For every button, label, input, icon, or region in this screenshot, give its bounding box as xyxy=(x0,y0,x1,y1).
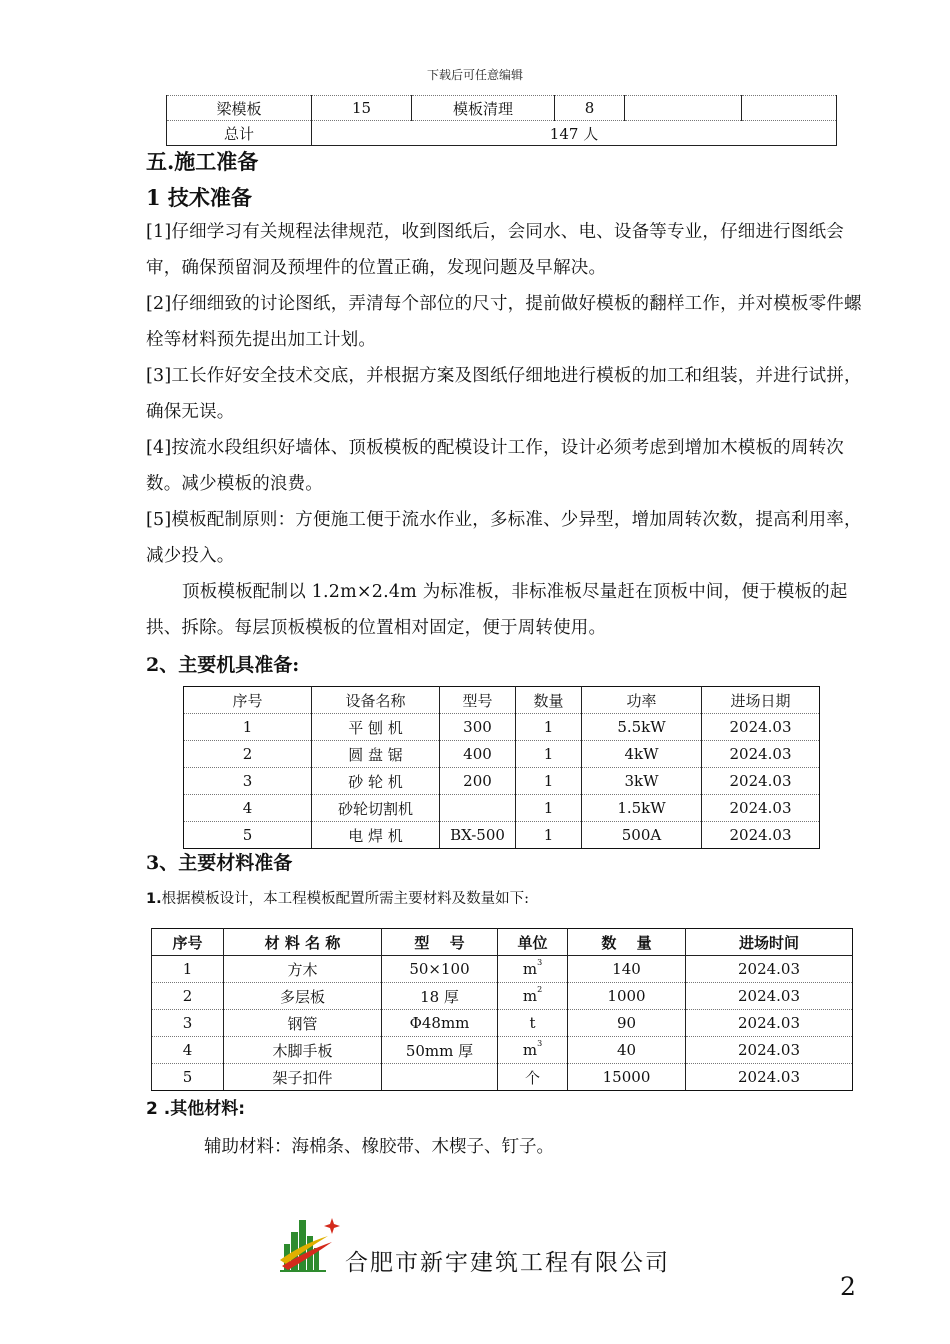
paragraph: [3]工长作好安全技术交底，并根据方案及图纸仔细地进行模板的加工和组装，并进行试拼，确保无误。 xyxy=(146,366,862,422)
table-cell: 2 xyxy=(184,741,312,768)
table-header: 设备名称 xyxy=(312,687,440,714)
table-row xyxy=(184,741,820,768)
table-cell: 方木 xyxy=(224,956,382,983)
table-row xyxy=(152,983,853,1010)
table-cell: 3 xyxy=(184,768,312,795)
unit-text: m xyxy=(522,1041,538,1059)
table-cell: 4 xyxy=(152,1037,224,1064)
table-row xyxy=(184,795,820,822)
unit-exponent: 3 xyxy=(537,1039,543,1048)
table-cell: 15 xyxy=(312,96,412,121)
table-cell xyxy=(382,1064,498,1091)
table-cell xyxy=(625,96,742,121)
table-cell: 5.5kW xyxy=(582,714,702,741)
table-row xyxy=(152,956,853,983)
table-row xyxy=(184,768,820,795)
table-header-row xyxy=(152,929,853,956)
table-cell: 140 xyxy=(568,956,686,983)
note-text: 根据模板设计，本工程模板配置所需主要材料及数量如下: xyxy=(161,891,529,907)
table-cell: 2024.03 xyxy=(702,822,820,849)
unit-text: t xyxy=(529,1014,536,1032)
table-header: 序号 xyxy=(184,687,312,714)
table-cell: 90 xyxy=(568,1010,686,1037)
table-header-row xyxy=(184,687,820,714)
table-row xyxy=(152,1064,853,1091)
table-cell: 1 xyxy=(152,956,224,983)
table-cell: Φ48mm xyxy=(382,1010,498,1037)
table-cell xyxy=(498,1037,568,1064)
table-row xyxy=(152,1037,853,1064)
table-cell: 5 xyxy=(152,1064,224,1091)
table-cell: 砂 轮 机 xyxy=(312,768,440,795)
table-cell: 平 刨 机 xyxy=(312,714,440,741)
company-name: 合肥市新宇建筑工程有限公司 xyxy=(345,1250,670,1276)
table-cell: 5 xyxy=(184,822,312,849)
table-cell: 300 xyxy=(440,714,516,741)
table-cell: 1 xyxy=(184,714,312,741)
table-cell: 18 厚 xyxy=(382,983,498,1010)
materials-table xyxy=(151,928,853,1091)
table-row xyxy=(152,1010,853,1037)
table-cell: 2024.03 xyxy=(702,741,820,768)
table-cell: 2024.03 xyxy=(702,795,820,822)
unit-text: 个 xyxy=(524,1068,540,1087)
table-cell: 多层板 xyxy=(224,983,382,1010)
table-row xyxy=(167,96,837,121)
paragraph: [4]按流水段组织好墙体、顶板模板的配模设计工作，设计必须考虑到增加木模板的周转次数。减少模板的浪费。 xyxy=(146,438,844,494)
table-row xyxy=(184,714,820,741)
equipment-table xyxy=(183,686,820,849)
table-header: 数 量 xyxy=(568,929,686,956)
table-cell: 电 焊 机 xyxy=(312,822,440,849)
table-header: 型号 xyxy=(440,687,516,714)
table-header: 进场时间 xyxy=(686,929,853,956)
table-cell: 1 xyxy=(516,714,582,741)
summary-table xyxy=(166,95,837,146)
paragraph: 辅助材料：海棉条、橡胶带、木楔子、钉子。 xyxy=(204,1137,554,1157)
table-header: 型 号 xyxy=(382,929,498,956)
table-cell: 1 xyxy=(516,768,582,795)
table-cell: 3kW xyxy=(582,768,702,795)
table-cell xyxy=(498,956,568,983)
table-row xyxy=(184,822,820,849)
table-cell: 4kW xyxy=(582,741,702,768)
table-cell: 架子扣件 xyxy=(224,1064,382,1091)
table-cell: 3 xyxy=(152,1010,224,1037)
subsection-title: 3、主要材料准备 xyxy=(146,852,293,874)
table-header: 材 料 名 称 xyxy=(224,929,382,956)
table-cell-total: 147 人 xyxy=(312,121,837,146)
table-cell xyxy=(498,983,568,1010)
table-cell: 2 xyxy=(152,983,224,1010)
unit-exponent: 2 xyxy=(537,985,543,994)
table-cell xyxy=(742,96,837,121)
unit-text: m xyxy=(522,987,538,1005)
table-cell: 1 xyxy=(516,822,582,849)
table-cell: 8 xyxy=(555,96,625,121)
table-cell: 总计 xyxy=(167,121,312,146)
note-number: 1. xyxy=(146,891,162,907)
company-logo-icon xyxy=(278,1214,342,1274)
paragraph: [2]仔细细致的讨论图纸，弄清每个部位的尺寸，提前做好模板的翻样工作，并对模板零件螺栓等材料预先提出加工计划。 xyxy=(146,294,862,350)
subsection-title: 1 技术准备 xyxy=(146,185,252,210)
paragraph: 顶板模板配制以 1.2m×2.4m 为标准板，非标准板尽量赶在顶板中间，便于模板的起拱、拆除。每层顶板模板的位置相对固定，便于周转使用。 xyxy=(146,582,848,638)
table-cell: 50×100 xyxy=(382,956,498,983)
table-cell: 15000 xyxy=(568,1064,686,1091)
header-note: 下载后可任意编辑 xyxy=(426,68,523,82)
subsection-title: 2、主要机具准备: xyxy=(146,654,300,676)
table-header: 功率 xyxy=(582,687,702,714)
table-cell: 木脚手板 xyxy=(224,1037,382,1064)
table-cell: 200 xyxy=(440,768,516,795)
paragraph: [5]模板配制原则：方便施工便于流水作业，多标准、少异型，增加周转次数，提高利用率，减少投入。 xyxy=(146,510,862,566)
table-cell: 1 xyxy=(516,741,582,768)
table-header: 进场日期 xyxy=(702,687,820,714)
table-header: 单位 xyxy=(498,929,568,956)
materials-note xyxy=(146,887,529,908)
table-cell: 圆 盘 锯 xyxy=(312,741,440,768)
table-cell: 2024.03 xyxy=(686,1064,853,1091)
table-cell xyxy=(440,795,516,822)
subsection-title: 2 .其他材料: xyxy=(146,1099,246,1119)
unit-exponent: 3 xyxy=(537,958,543,967)
table-cell: 1000 xyxy=(568,983,686,1010)
table-cell: 50mm 厚 xyxy=(382,1037,498,1064)
unit-text: m xyxy=(522,960,538,978)
table-cell: 2024.03 xyxy=(686,1010,853,1037)
section-title: 五.施工准备 xyxy=(146,149,259,174)
table-cell: 500A xyxy=(582,822,702,849)
table-cell: 2024.03 xyxy=(702,714,820,741)
table-cell: 4 xyxy=(184,795,312,822)
table-header: 数量 xyxy=(516,687,582,714)
table-cell: 2024.03 xyxy=(702,768,820,795)
table-cell: 砂轮切割机 xyxy=(312,795,440,822)
table-cell: 钢管 xyxy=(224,1010,382,1037)
table-cell: 40 xyxy=(568,1037,686,1064)
table-cell xyxy=(498,1010,568,1037)
table-cell: 梁模板 xyxy=(167,96,312,121)
table-cell: 400 xyxy=(440,741,516,768)
page-number: 2 xyxy=(840,1272,856,1301)
table-cell: 2024.03 xyxy=(686,956,853,983)
table-cell: BX-500 xyxy=(440,822,516,849)
table-cell: 1.5kW xyxy=(582,795,702,822)
table-cell: 模板清理 xyxy=(412,96,555,121)
table-cell: 2024.03 xyxy=(686,983,853,1010)
table-header: 序号 xyxy=(152,929,224,956)
table-cell: 2024.03 xyxy=(686,1037,853,1064)
table-cell xyxy=(498,1064,568,1091)
table-row xyxy=(167,121,837,146)
table-cell: 1 xyxy=(516,795,582,822)
paragraph: [1]仔细学习有关规程法律规范，收到图纸后，会同水、电、设备等专业，仔细进行图纸会审，确保预留洞及预埋件的位置正确，发现问题及早解决。 xyxy=(146,222,844,278)
